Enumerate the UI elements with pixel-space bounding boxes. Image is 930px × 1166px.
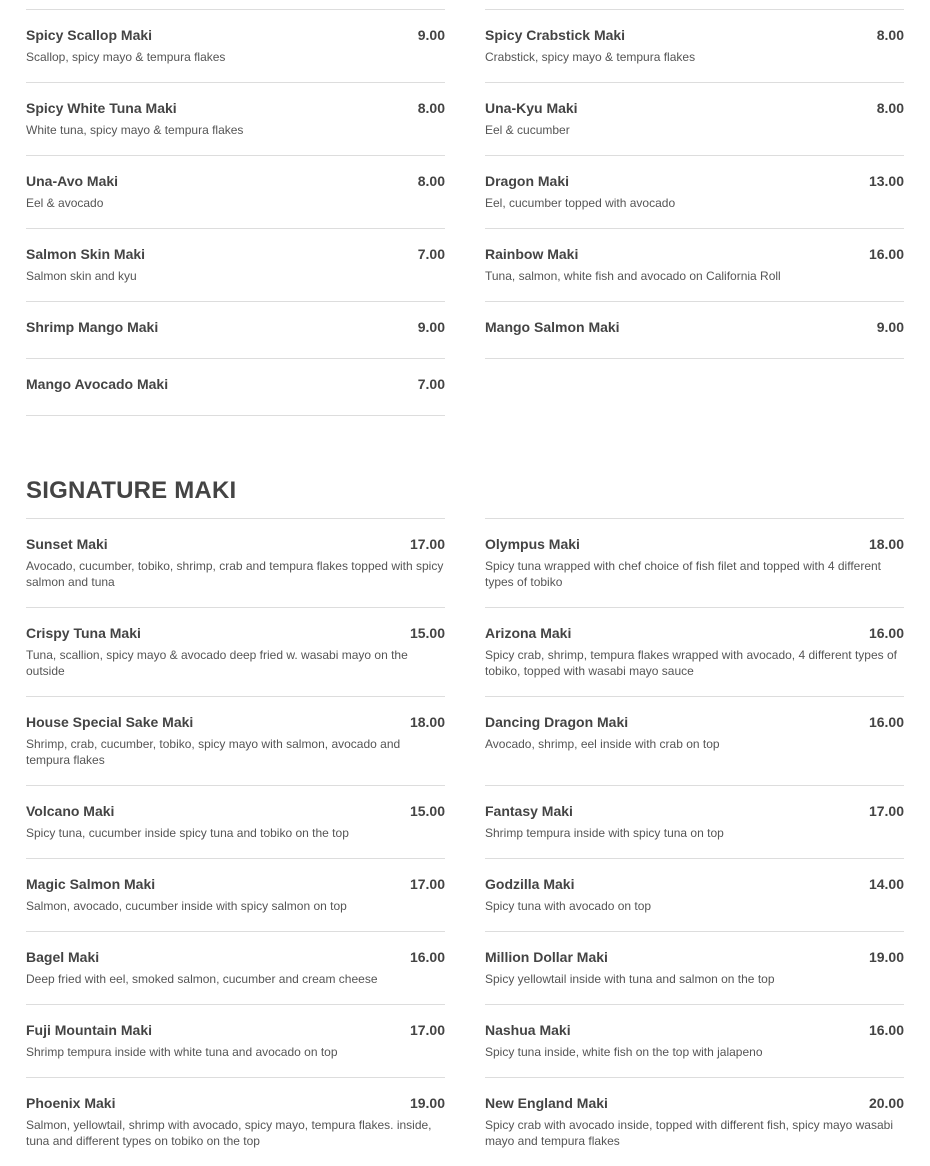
item-name: Spicy Scallop Maki (26, 27, 153, 43)
item-price: 19.00 (868, 949, 904, 965)
item-description: Spicy yellowtail inside with tuna and salmon on the top (485, 972, 775, 986)
menu-item (26, 9, 445, 82)
section-title: SIGNATURE MAKI (26, 477, 237, 504)
menu-item (485, 785, 904, 858)
item-name: Magic Salmon Maki (26, 876, 156, 892)
item-price: 15.00 (409, 803, 445, 819)
menu-item (26, 301, 445, 358)
menu-item (485, 1077, 904, 1166)
signature-grid (26, 518, 904, 1166)
item-name: Sunset Maki (26, 536, 108, 552)
item-price: 9.00 (876, 319, 904, 335)
menu-item (26, 607, 445, 696)
menu-item (485, 931, 904, 1004)
menu-item (26, 1077, 445, 1166)
item-name: Una-Kyu Maki (485, 100, 578, 116)
menu-item (485, 301, 904, 359)
item-description: Shrimp tempura inside with spicy tuna on top (485, 826, 724, 840)
menu-item (26, 228, 445, 301)
item-price: 16.00 (409, 949, 445, 965)
item-name: Shrimp Mango Maki (26, 319, 159, 335)
item-description: Spicy tuna wrapped with chef choice of fish filet and topped with 4 different types of tobiko (485, 559, 882, 589)
item-description: Eel & cucumber (485, 123, 570, 137)
item-price: 19.00 (409, 1095, 445, 1111)
item-price: 14.00 (868, 876, 904, 892)
menu-item (485, 82, 904, 155)
item-price: 16.00 (868, 1022, 904, 1038)
menu-item (485, 696, 904, 785)
item-price: 9.00 (417, 27, 445, 43)
item-price: 7.00 (417, 376, 445, 392)
item-name: Nashua Maki (485, 1022, 571, 1038)
menu-item (485, 518, 904, 607)
item-description: Spicy tuna, cucumber inside spicy tuna and tobiko on the top (26, 826, 349, 840)
item-description: Tuna, scallion, spicy mayo & avocado deep fried w. wasabi mayo on the outside (26, 648, 408, 678)
item-name: Dragon Maki (485, 173, 570, 189)
signature-left-column (26, 518, 445, 1166)
menu-item (26, 155, 445, 228)
menu-item (26, 358, 445, 416)
menu-item (485, 228, 904, 301)
menu-item (26, 785, 445, 858)
item-description: Avocado, cucumber, tobiko, shrimp, crab and tempura flakes topped with spicy salmon and tuna (26, 559, 444, 589)
item-name: Phoenix Maki (26, 1095, 116, 1111)
item-price: 8.00 (417, 100, 445, 116)
item-name: Spicy White Tuna Maki (26, 100, 177, 116)
item-price: 7.00 (417, 246, 445, 262)
item-name: Mango Salmon Maki (485, 319, 620, 335)
item-description: Salmon, yellowtail, shrimp with avocado, spicy mayo, tempura flakes. inside, tuna and different types on tobiko on the top (26, 1118, 432, 1148)
item-price: 9.00 (417, 319, 445, 335)
item-description: Spicy tuna with avocado on top (485, 899, 652, 913)
item-name: Million Dollar Maki (485, 949, 608, 965)
item-name: Spicy Crabstick Maki (485, 27, 626, 43)
maki-right-column (485, 9, 904, 359)
item-description: Spicy crab with avocado inside, topped with different fish, spicy mayo wasabi mayo and tempura flakes (485, 1118, 893, 1148)
menu-item (485, 607, 904, 696)
item-price: 8.00 (417, 173, 445, 189)
item-price: 13.00 (868, 173, 904, 189)
item-name: Godzilla Maki (485, 876, 575, 892)
item-price: 18.00 (868, 536, 904, 552)
menu-item (26, 82, 445, 155)
item-description: Avocado, shrimp, eel inside with crab on top (485, 737, 720, 751)
item-description: Tuna, salmon, white fish and avocado on California Roll (485, 269, 781, 283)
item-name: Volcano Maki (26, 803, 115, 819)
item-description: Deep fried with eel, smoked salmon, cucumber and cream cheese (26, 972, 378, 986)
item-name: Arizona Maki (485, 625, 572, 641)
item-name: Crispy Tuna Maki (26, 625, 141, 641)
item-description: Spicy crab, shrimp, tempura flakes wrapped with avocado, 4 different types of tobiko, topped with wasabi mayo sauce (485, 648, 897, 678)
item-price: 17.00 (409, 1022, 445, 1038)
item-price: 16.00 (868, 246, 904, 262)
item-name: Una-Avo Maki (26, 173, 119, 189)
item-description: Eel, cucumber topped with avocado (485, 196, 676, 210)
item-description: Salmon, avocado, cucumber inside with spicy salmon on top (26, 899, 347, 913)
item-description: Scallop, spicy mayo & tempura flakes (26, 50, 226, 64)
menu-item (485, 9, 904, 82)
menu-item (26, 518, 445, 607)
menu-item (26, 1004, 445, 1077)
item-description: Crabstick, spicy mayo & tempura flakes (485, 50, 696, 64)
item-description: Shrimp, crab, cucumber, tobiko, spicy mayo with salmon, avocado and tempura flakes (26, 737, 401, 767)
item-price: 17.00 (409, 536, 445, 552)
item-name: Olympus Maki (485, 536, 580, 552)
item-description: Eel & avocado (26, 196, 104, 210)
item-name: Salmon Skin Maki (26, 246, 146, 262)
item-name: New England Maki (485, 1095, 608, 1111)
item-name: Dancing Dragon Maki (485, 714, 629, 730)
item-description: Shrimp tempura inside with white tuna and avocado on top (26, 1045, 338, 1059)
item-price: 17.00 (868, 803, 904, 819)
menu-item (26, 931, 445, 1004)
menu-item (26, 696, 445, 785)
item-name: Rainbow Maki (485, 246, 579, 262)
item-price: 16.00 (868, 714, 904, 730)
item-description: Spicy tuna inside, white fish on the top with jalapeno (485, 1045, 763, 1059)
item-price: 17.00 (409, 876, 445, 892)
menu-item (485, 1004, 904, 1077)
item-name: Fuji Mountain Maki (26, 1022, 152, 1038)
menu-item (26, 858, 445, 931)
item-name: House Special Sake Maki (26, 714, 194, 730)
menu-item (485, 155, 904, 228)
item-description: Salmon skin and kyu (26, 269, 137, 283)
item-description: White tuna, spicy mayo & tempura flakes (26, 123, 244, 137)
menu-item (485, 858, 904, 931)
item-price: 20.00 (868, 1095, 904, 1111)
item-price: 16.00 (868, 625, 904, 641)
maki-grid (26, 9, 904, 416)
item-name: Fantasy Maki (485, 803, 573, 819)
item-price: 8.00 (876, 27, 904, 43)
item-name: Mango Avocado Maki (26, 376, 169, 392)
maki-left-column (26, 9, 445, 416)
item-name: Bagel Maki (26, 949, 100, 965)
item-price: 18.00 (409, 714, 445, 730)
signature-right-column (485, 518, 904, 1166)
item-price: 8.00 (876, 100, 904, 116)
item-price: 15.00 (409, 625, 445, 641)
